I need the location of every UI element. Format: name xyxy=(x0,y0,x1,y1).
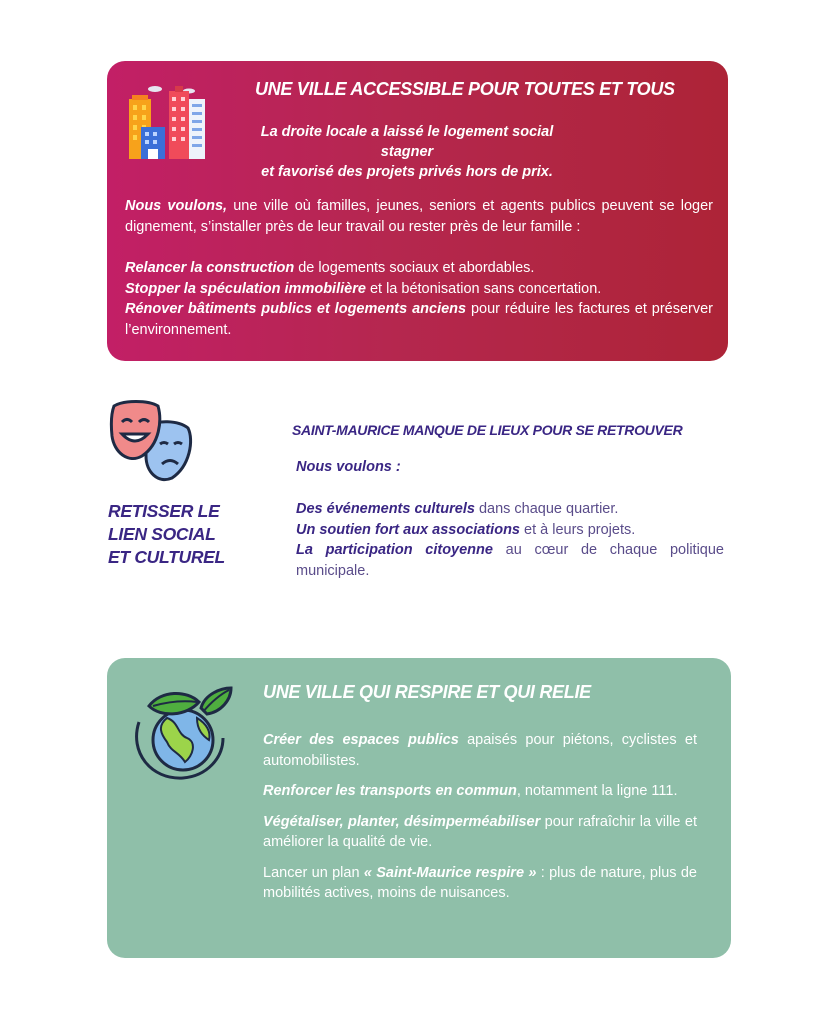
housing-intro-rest: une ville où familles, jeunes, seniors et agents publics peuvent se loger dignement, s’installer près de leur travail ou rester près de leur famille : xyxy=(125,198,713,235)
housing-item: Rénover bâtiments publics et logements anciens pour réduire les factures et préserver l’environnement. xyxy=(125,301,713,338)
housing-subtitle xyxy=(257,122,557,182)
green-card xyxy=(107,658,731,958)
housing-list xyxy=(125,258,713,340)
green-list xyxy=(263,730,697,904)
green-item: Végétaliser, planter, désimperméabiliser pour rafraîchir la ville et améliorer la qualité de vie. xyxy=(263,813,697,850)
culture-item: Des événements culturels dans chaque quartier. xyxy=(296,501,619,517)
housing-title: UNE VILLE ACCESSIBLE POUR TOUTES ET TOUS xyxy=(255,79,675,99)
housing-intro xyxy=(125,196,713,237)
culture-list xyxy=(296,499,724,581)
theater-masks-icon xyxy=(108,398,198,486)
green-item: Lancer un plan « Saint-Maurice respire » : plus de nature, plus de mobilités actives, moins de nuisances. xyxy=(263,864,697,901)
green-item: Renforcer les transports en commun, notamment la ligne 111. xyxy=(263,783,678,799)
green-title: UNE VILLE QUI RESPIRE ET QUI RELIE xyxy=(263,682,591,702)
culture-item: Un soutien fort aux associations et à leurs projets. xyxy=(296,521,636,538)
culture-side-title-line2: LIEN SOCIAL xyxy=(108,524,216,544)
green-item: Créer des espaces publics apaisés pour piétons, cyclistes et automobilistes. xyxy=(263,732,697,769)
housing-item: Relancer la construction de logements sociaux et abordables. xyxy=(125,260,535,276)
culture-side-title-line3: ET CULTUREL xyxy=(108,547,225,567)
housing-card xyxy=(107,61,728,361)
housing-intro-lead: Nous voulons, xyxy=(125,198,228,214)
culture-side-title xyxy=(108,500,225,569)
housing-item: Stopper la spéculation immobilière et la bétonisation sans concertation. xyxy=(125,280,602,297)
culture-intro: Nous voulons : xyxy=(296,459,401,475)
earth-leaves-icon xyxy=(127,682,233,782)
culture-heading: SAINT-MAURICE MANQUE DE LIEUX POUR SE RETROUVER xyxy=(292,422,683,438)
culture-side-title-line1: RETISSER LE xyxy=(108,501,220,521)
culture-item: La participation citoyenne au cœur de chaque politique municipale. xyxy=(296,542,724,579)
housing-subtitle-line2: et favorisé des projets privés hors de prix. xyxy=(261,164,553,180)
city-buildings-icon xyxy=(127,83,207,161)
housing-subtitle-line1: La droite locale a laissé le logement social stagner xyxy=(260,124,554,160)
